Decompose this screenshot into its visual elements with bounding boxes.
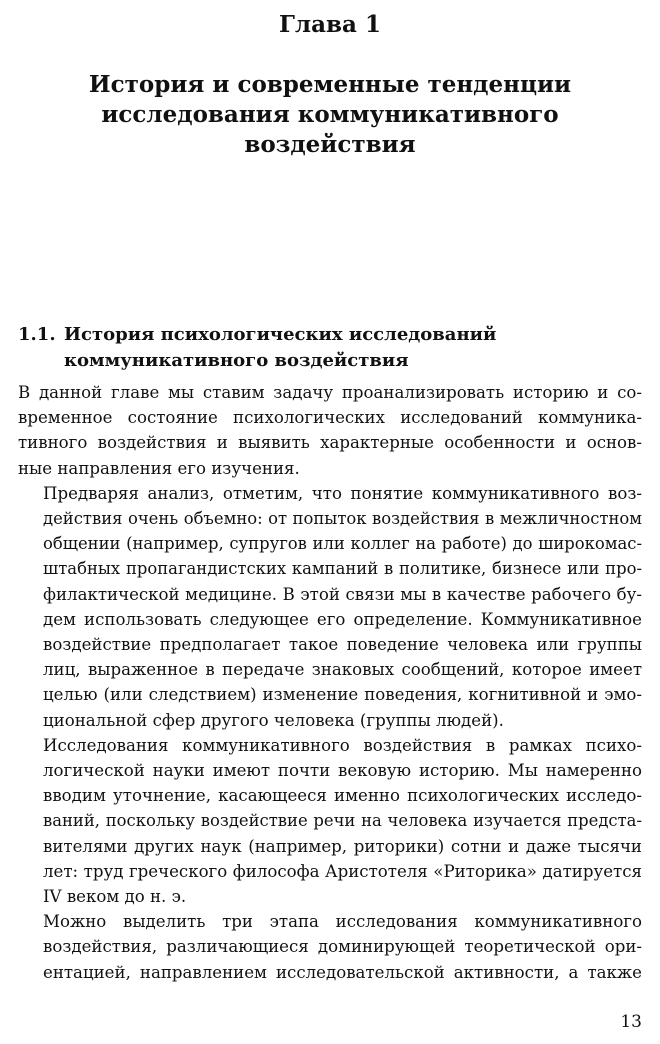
text-line: действия очень объемно: от попыток воздействия в межличностном bbox=[43, 509, 642, 529]
text-line: тивного воздействия и выявить характерные особенности и основ- bbox=[18, 433, 642, 453]
body-text bbox=[18, 380, 642, 985]
text-line: лиц, выраженное в передаче знаковых сообщений, которое имеет bbox=[43, 660, 642, 680]
text-line: целью (или следствием) изменение поведения, когнитивной и эмо- bbox=[43, 685, 642, 705]
text-line: IV веком до н. э. bbox=[43, 887, 187, 907]
text-line: лет: труд греческого философа Аристотеля «Риторика» датируется bbox=[43, 861, 642, 881]
text-line: временное состояние психологических исследований коммуника- bbox=[18, 408, 642, 428]
chapter-label: Глава 1 bbox=[279, 11, 381, 38]
text-line: воздействие предполагает такое поведение человека или группы bbox=[43, 635, 642, 655]
section-number: 1.1. bbox=[18, 324, 56, 345]
text-line: дем использовать следующее его определение. Коммуникативное bbox=[43, 609, 642, 629]
chapter-title bbox=[18, 70, 642, 160]
chapter-title-line: исследования коммуникативного воздействия bbox=[101, 101, 559, 158]
text-line: вводим уточнение, касающееся именно психологических исследо- bbox=[43, 786, 642, 806]
text-line: Предваряя анализ, отметим, что понятие коммуникативного воз- bbox=[43, 483, 642, 503]
text-line: циональной сфер другого человека (группы людей). bbox=[43, 710, 504, 730]
paragraph bbox=[18, 380, 642, 481]
paragraph bbox=[18, 481, 642, 733]
paragraph bbox=[18, 733, 642, 909]
paragraph bbox=[18, 909, 642, 985]
text-line: штабных пропагандистских кампаний в политике, бизнесе или про- bbox=[43, 559, 642, 579]
text-line: Можно выделить три этапа исследования коммуникативного bbox=[43, 912, 642, 932]
text-line: логической науки имеют почти вековую историю. Мы намеренно bbox=[43, 761, 642, 781]
page-number: 13 bbox=[620, 1012, 642, 1032]
text-line: ентацией, направлением исследовательской активности, а также bbox=[43, 962, 642, 982]
book-page bbox=[18, 0, 642, 1044]
text-line: ные направления его изучения. bbox=[18, 458, 300, 478]
text-line: вителями других наук (например, риторики) сотни и даже тысячи bbox=[43, 836, 642, 856]
section-heading bbox=[18, 322, 642, 374]
text-line: В данной главе мы ставим задачу проанализировать историю и со- bbox=[18, 383, 642, 402]
text-line: воздействия, различающиеся доминирующей теоретической ори- bbox=[43, 937, 642, 957]
text-line: Исследования коммуникативного воздействия в рамках психо- bbox=[43, 735, 642, 755]
text-line: филактической медицине. В этой связи мы в качестве рабочего бу- bbox=[43, 584, 642, 604]
section-title-line: История психологических исследований bbox=[64, 324, 497, 345]
section-title-line: коммуникативного воздействия bbox=[64, 350, 409, 371]
chapter-title-line: История и современные тенденции bbox=[88, 71, 572, 98]
text-line: общении (например, супругов или коллег на работе) до широкомас- bbox=[43, 534, 642, 554]
text-line: ваний, поскольку воздействие речи на человека изучается предста- bbox=[43, 811, 642, 831]
